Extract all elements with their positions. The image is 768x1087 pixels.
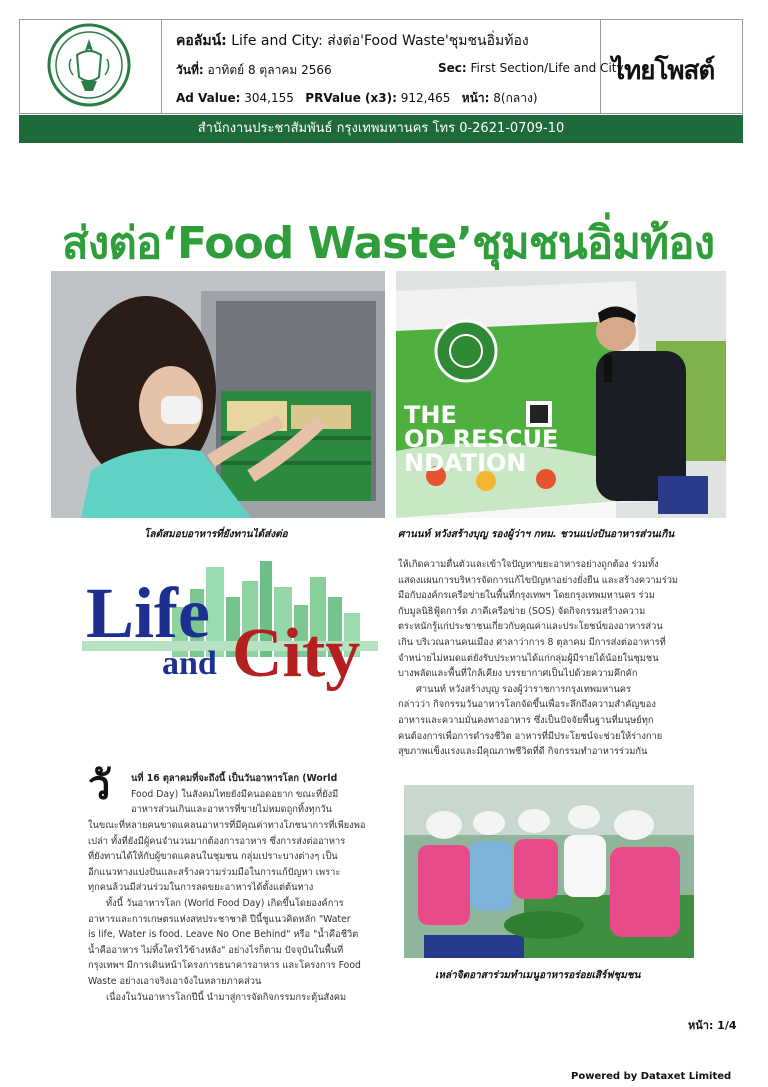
caption-volunteers: เหล่าจิตอาสาร่วมทำเมนูอาหารอร่อยเสิร์ฟชุมชน <box>435 970 641 981</box>
text-line: สุขภาพแข็งแรงและมีคุณภาพชีวิตที่ดี กิจกรรมทำอาหารร่วมกัน <box>398 746 648 758</box>
bma-seal-cell <box>19 19 162 114</box>
text-line: กรุงเทพฯ มีการเดินหน้าโครงการธนาคารอาหาร และโครงการ Food <box>88 960 361 972</box>
date-value: อาทิตย์ 8 ตุลาคม 2566 <box>207 63 332 77</box>
text-line: กล่าวว่า กิจกรรมวันอาหารโลกจัดขึ้นเพื่อระลึกถึงความสำคัญของ <box>398 699 656 711</box>
ad-value: 304,155 <box>244 91 294 105</box>
text-line: อีกแนวทางแบ่งปันและสร้างความร่วมมือในการแก้ปัญหา เพราะ <box>88 866 341 878</box>
ad-label: Ad Value: <box>176 91 241 105</box>
page-label: หน้า: <box>461 91 490 105</box>
text-line: is life, Water is food. Leave No One Behind" หรือ "น้ำคือชีวิต <box>88 929 359 941</box>
text-line: กับมูลนิธิฟู้ดการ์ด ภาคีเครือข่าย (SOS) จัดกิจกรรมสร้างความ <box>398 605 646 617</box>
photo-fridge-drawing <box>51 271 385 518</box>
drop-cap: วั <box>88 763 111 809</box>
photo-fridge <box>51 271 385 518</box>
text-line: อาหารส่วนเกินและอาหารที่ขายไม่หมดถูกทิ้งทุกวัน <box>131 804 332 816</box>
text-line: ในขณะที่หลายคนขาดแคลนอาหารที่มีคุณค่าทางโภชนาการที่เพียงพอ <box>88 820 366 831</box>
photo-volunteers <box>404 785 694 958</box>
ad-line <box>176 89 538 108</box>
article-col2 <box>398 557 722 760</box>
text-line: คนต้องการเพื่อการดำรงชีวิต อาหารที่มีประโยชน์จะช่วยให้ร่างกาย <box>398 730 663 742</box>
truck-line-1: THE <box>404 401 457 429</box>
text-line: อาหารและความมั่นคงทางอาหาร ซึ่งเป็นปัจจัยพื้นฐานที่มนุษย์ทุก <box>398 714 654 726</box>
page-value: 8(กลาง) <box>493 91 538 105</box>
column-label: คอลัมน์: <box>176 33 227 49</box>
text-line: แสดงแผนการบริหารจัดการแก้ไขปัญหาอย่างยั่งยืน และสร้างความร่วม <box>398 574 679 586</box>
truck-lettering <box>404 403 558 475</box>
logo-word-life: Life <box>86 573 210 653</box>
photo-truck <box>396 271 726 518</box>
text-line: บางพลัดและพื้นที่ใกล้เคียง บรรยากาศเป็นไปด้วยความคึกคัก <box>398 668 638 680</box>
text-line: ให้เกิดความตื่นตัวและเข้าใจปัญหาขยะอาหารอย่างถูกต้อง ร่วมทั้ง <box>398 559 659 570</box>
text-line: น้ำคืออาหาร ไม่ทิ้งใครไว้ข้างหลัง" อย่างไรก็ตาม ปัจจุบันในพื้นที่ <box>88 944 344 956</box>
caption-fridge: โลตัสมอบอาหารที่ยังทานได้ส่งต่อ <box>144 529 288 540</box>
logo-word-and: and <box>162 645 217 682</box>
column-value: Life and City: ส่งต่อ'Food Waste'ชุมชนอิ่มท้อง <box>231 33 529 49</box>
pr-label: PRValue (x3): <box>305 91 397 105</box>
headline: ส่งต่อ‘Food Waste’ชุมชนอิ่มท้อง <box>61 218 715 269</box>
pr-value: 912,465 <box>400 91 451 105</box>
text-line: Food Day) ในสังคมไทยยังมีคนอดอยาก ขณะที่ยังมี <box>131 788 339 800</box>
text-line: Waste อย่างเอาจริงเอาจังในหลายภาคส่วน <box>88 975 262 987</box>
life-and-city-logo <box>82 557 378 697</box>
text-line: ทุกคนล้วนมีส่วนร่วมในการลดขยะอาหารได้ตั้งแต่ต้นทาง <box>88 882 314 894</box>
photo-truck-drawing <box>396 271 726 518</box>
text-line: เนื่องในวันอาหารโลกปีนี้ นำมาสู่การจัดกิจกรรมกระตุ้นสังคม <box>106 991 347 1003</box>
thaipost-logo: ไทยโพสต์ <box>612 56 715 86</box>
sec-label: Sec: <box>438 61 467 75</box>
text-line: จำหน่ายไม่หมดแต่ยังรับประทานได้แก่กลุ่มผู้มีรายได้น้อยในชุมชน <box>398 652 659 664</box>
text-line: อาหารและการเกษตรแห่งสหประชาชาติ ปีนี้ชูแนวคิดหลัก "Water <box>88 913 351 925</box>
logo-word-city: City <box>232 615 361 692</box>
footer-powered-by: Powered by Dataxet Limited <box>571 1071 732 1082</box>
column-line <box>176 30 529 52</box>
text-line: ทั้งนี้ วันอาหารโลก (World Food Day) เกิดขึ้นโดยองค์การ <box>106 897 344 909</box>
caption-truck: ศานนท์ หวังสร้างบุญ รองผู้ว่าฯ กทม. ชวนแบ่งปันอาหารส่วนเกิน <box>398 529 675 540</box>
sec-value: First Section/Life and City <box>470 61 624 75</box>
text-line: นที่ 16 ตุลาคมที่จะถึงนี้ เป็นวันอาหารโลก (World <box>131 773 338 784</box>
section-line <box>438 61 624 75</box>
text-line: ศานนท์ หวังสร้างบุญ รองผู้ว่าราชการกรุงเทพมหานคร <box>416 683 632 695</box>
office-bar: สำนักงานประชาสัมพันธ์ กรุงเทพมหานคร โทร 0-2621-0709-10 <box>19 115 743 143</box>
date-line <box>176 61 332 80</box>
date-label: วันที่: <box>176 63 204 77</box>
footer-page-number: หน้า: 1/4 <box>688 1019 737 1032</box>
text-line: เปล่า ทั้งที่ยังมีผู้คนจำนวนมากต้องการอาหาร ซึ่งการส่งต่ออาหาร <box>88 835 346 847</box>
truck-line-3: NDATION <box>404 449 527 477</box>
article-col1 <box>88 818 381 1005</box>
text-line: ตระหนักรู้แก่ประชาชนเกี่ยวกับคุณค่าและประโยชน์ของอาหารส่วน <box>398 621 663 633</box>
text-line: ที่ยังทานได้ให้กับผู้ขาดแคลนในชุมชน กลุ่มเปราะบางต่างๆ เป็น <box>88 851 338 863</box>
photo-volunteers-drawing <box>404 785 694 958</box>
article-col1-intro <box>131 771 381 818</box>
truck-line-2: OD RESCUE <box>404 425 559 453</box>
bma-seal-icon <box>19 19 160 112</box>
text-line: มือกับองค์กรเครือข่ายในพื้นที่กรุงเทพฯ โดยกรุงเทพมหานคร ร่วม <box>398 590 655 602</box>
text-line: เกิน บริเวณลานคนเมือง ศาลาว่าการ 8 ตุลาคม มีการส่งต่ออาหารที่ <box>398 636 666 648</box>
